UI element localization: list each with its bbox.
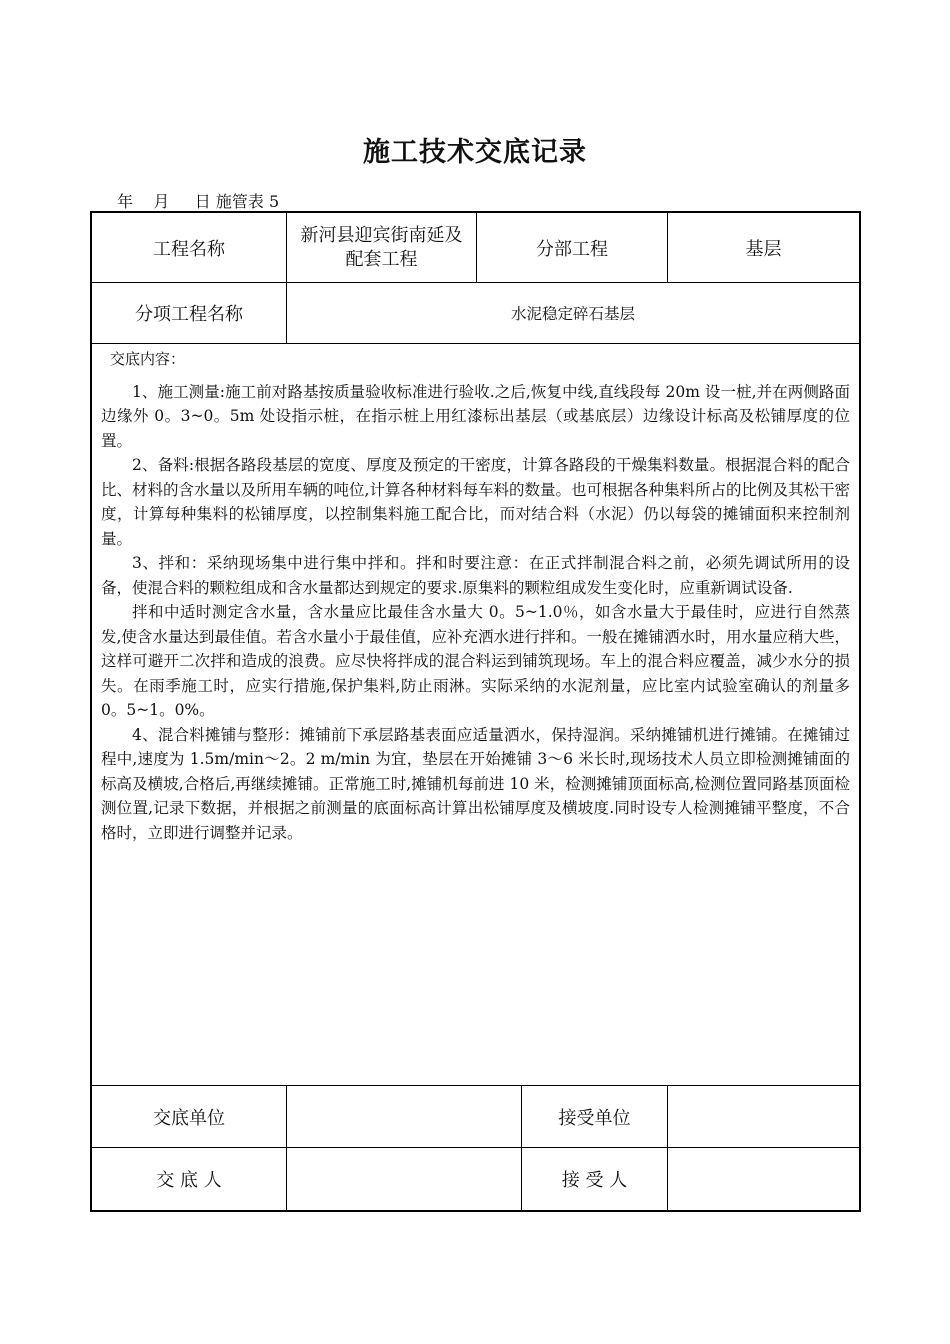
part-label: 分部工程	[536, 238, 608, 260]
record-table	[90, 211, 861, 1212]
project-name-label: 工程名称	[153, 238, 225, 260]
issuer-unit-label: 交底单位	[153, 1107, 225, 1129]
date-form-line: 年 月 日 施管表 5	[117, 192, 280, 211]
subitem-label: 分项工程名称	[135, 304, 243, 325]
content-label: 交底内容：	[110, 350, 186, 368]
content-paragraph: 4、混合料摊铺与整形：摊铺前下承层路基表面应适量洒水，保持湿润。采纳摊铺机进行摊铺。在摊铺过程中,速度为 1.5m/min～2。2 m/min 为宜，垫层在开始摊铺 3～6 米长时,现场技术人员立即检测摊铺面的标高及横坡,合格后,再继续摊铺。正常施工时,摊铺机每前进 10 米，检测摊铺顶面标高,检测位置同路基顶面检测位置,记录下数据，并根据之前测量的底面标高计算出松铺厚度及横坡度.同时设专人检测摊铺平整度，不合格时，立即进行调整并记录。	[101, 725, 850, 842]
issuer-unit-field[interactable]	[287, 1086, 521, 1147]
receiver-person-field[interactable]	[668, 1148, 859, 1210]
content-paragraph: 拌和中适时测定含水量，含水量应比最佳含水量大 0。5~1.0％，如含水量大于最佳时，应进行自然蒸发,使含水量达到最佳值。若含水量小于最佳值，应补充洒水进行拌和。一般在摊铺洒水时，用水量应稍大些，这样可避开二次拌和造成的浪费。应尽快将拌成的混合料运到铺筑现场。车上的混合料应覆盖，减少水分的损失。在雨季施工时，应实行措施,保护集料,防止雨淋。实际采纳的水泥剂量，应比室内试验室确认的剂量多 0。5~1。0%。	[101, 603, 850, 719]
receiver-person-label: 接 受 人	[561, 1170, 628, 1191]
issuer-person-field[interactable]	[287, 1148, 521, 1210]
content-paragraph: 1、施工测量:施工前对路基按质量验收标准进行验收.之后,恢复中线,直线段每 20m 设一桩,并在两侧路面边缘外 0。3~0。5m 处设指示桩，在指示桩上用红漆标出基层（或基底层）边缘设计标高及松铺厚度的位置。	[101, 382, 850, 450]
issuer-person-label: 交 底 人	[156, 1170, 222, 1191]
project-name-value: 新河县迎宾街南延及配套工程	[300, 224, 463, 270]
content-paragraph: 2、备料:根据各路段基层的宽度、厚度及预定的干密度，计算各路段的干燥集料数量。根据混合料的配合比、材料的含水量以及所用车辆的吨位,计算各种材料每车料的数量。也可根据各种集料所占的比例及其松干密度，计算每种集料的松铺厚度，以控制集料施工配合比，而对结合料（水泥）仍以每袋的摊铺面积来控制剂量。	[101, 456, 850, 548]
part-value: 基层	[745, 238, 782, 260]
subitem-value: 水泥稳定碎石基层	[510, 305, 635, 323]
receiver-unit-field[interactable]	[668, 1086, 859, 1147]
content-paragraph: 3、拌和：采纳现场集中进行集中拌和。拌和时要注意：在正式拌制混合料之前，必须先调试所用的设备，使混合料的颗粒组成和含水量都达到规定的要求.原集料的颗粒组成发生变化时，应重新调试设备.	[101, 554, 850, 597]
page-title: 施工技术交底记录	[363, 137, 587, 168]
receiver-unit-label: 接受单位	[558, 1107, 631, 1129]
row-divider	[92, 343, 859, 344]
disclosure-content	[92, 345, 859, 845]
